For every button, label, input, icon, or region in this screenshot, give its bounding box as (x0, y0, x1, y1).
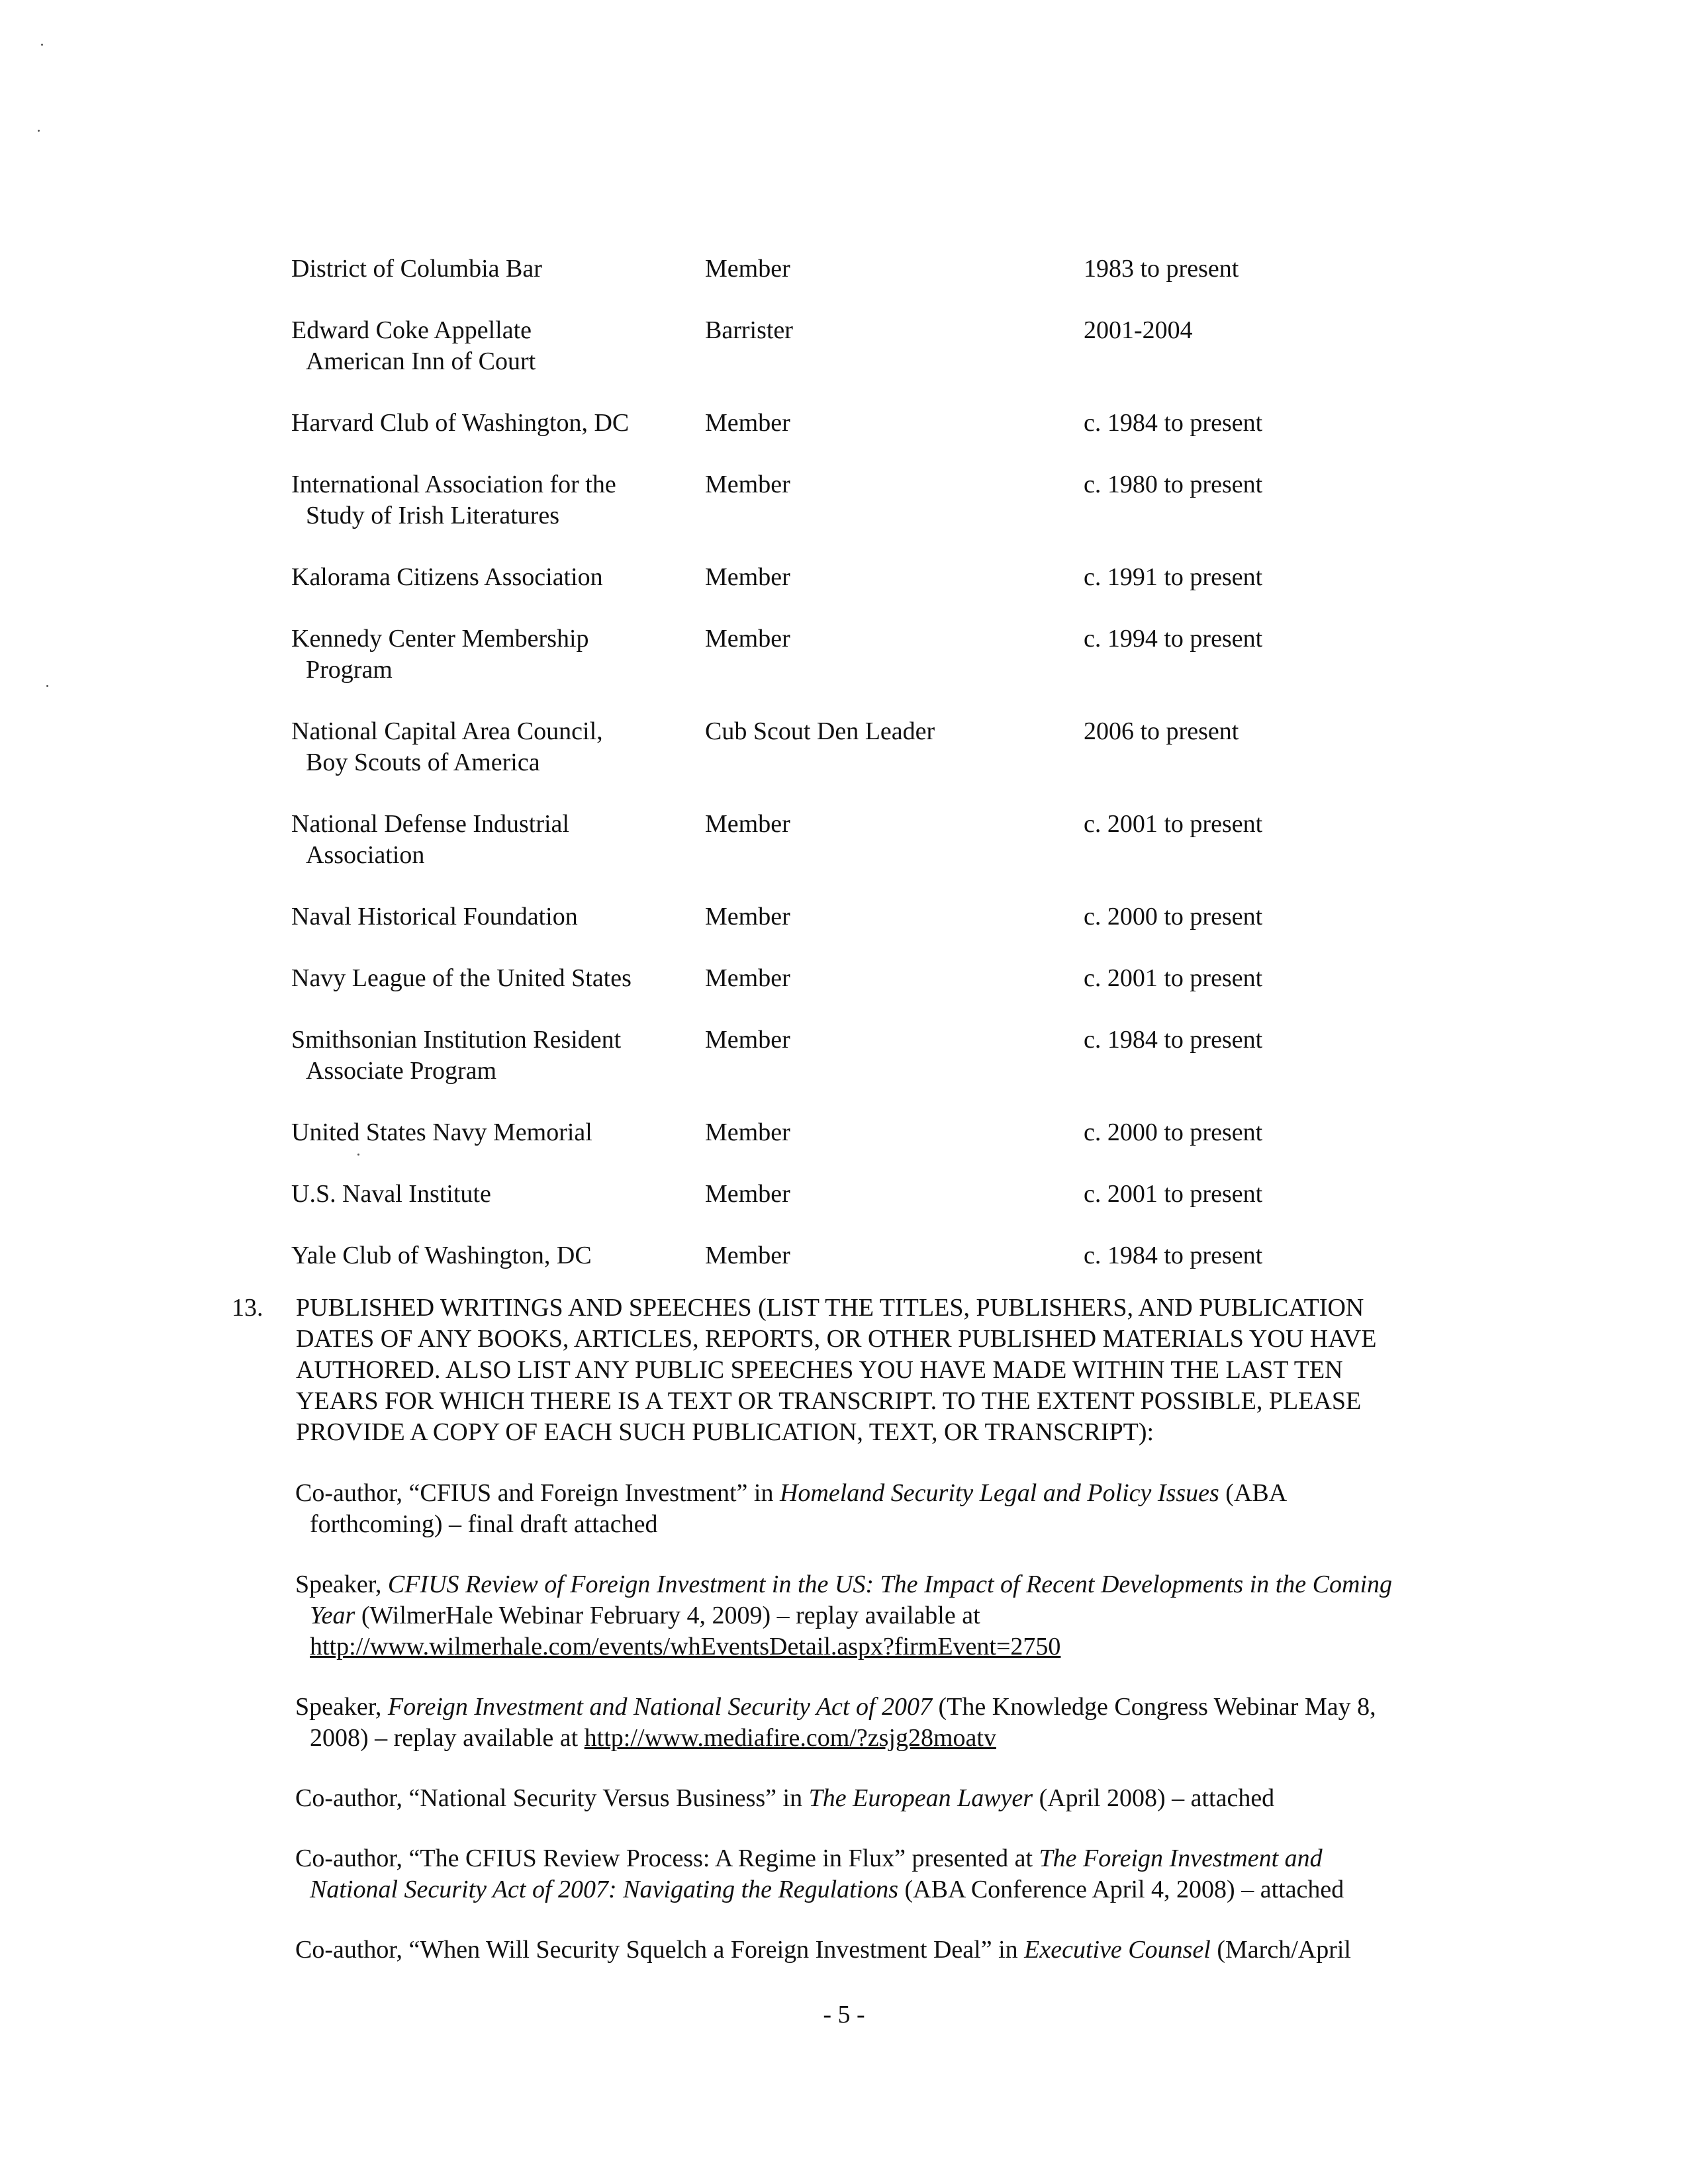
table-row (291, 1117, 1377, 1148)
organization-dates: c. 1991 to present (1084, 563, 1263, 591)
scan-speck (41, 44, 43, 46)
table-row (291, 469, 1377, 531)
organization-role: Member (705, 255, 790, 283)
organization-dates: c. 2000 to present (1084, 903, 1263, 931)
list-item: Co-author, “National Security Versus Business” in The European Lawyer (April 2008) – attached (295, 1784, 1275, 1812)
organization-dates: c. 2000 to present (1084, 1118, 1263, 1146)
organization-dates: c. 1980 to present (1084, 471, 1263, 498)
organization-role: Member (705, 1118, 790, 1146)
table-row (291, 623, 1377, 686)
table-row (291, 315, 1377, 377)
section-heading-text: PUBLISHED WRITINGS AND SPEECHES (LIST THE TITLES, PUBLISHERS, AND PUBLICATION DATES OF ANY BOOKS, ARTICLES, REPORTS, OR OTHER PUBLISHED MATERIALS YOU HAVE AUTHORED. ALSO LIST ANY PUBLIC SPEECHES YOU HAVE MADE WITHIN THE LAST TEN YEARS FOR WHICH THERE IS A TEXT OR TRANSCRIPT. TO THE EXTENT POSSIBLE, PLEASE PROVIDE A COPY OF EACH SUCH PUBLICATION, TEXT, OR TRANSCRIPT): (296, 1294, 1377, 1446)
organization-name: Kennedy Center Membership Program (291, 625, 589, 684)
organization-role: Member (705, 563, 790, 591)
organization-role: Member (705, 625, 790, 653)
organizations-table (291, 253, 1377, 1302)
organization-name: National Capital Area Council, Boy Scouts of America (291, 717, 603, 776)
table-row (291, 253, 1377, 285)
organization-name: National Defense Industrial Association (291, 810, 569, 869)
table-row (291, 562, 1377, 593)
list-item: Co-author, “When Will Security Squelch a Foreign Investment Deal” in Executive Counsel (March/April (295, 1936, 1351, 1964)
organization-name: U.S. Naval Institute (291, 1180, 491, 1208)
organization-name: Navy League of the United States (291, 964, 632, 992)
organization-name: District of Columbia Bar (291, 255, 542, 283)
list-item: Speaker, Foreign Investment and National Security Act of 2007 (The Knowledge Congress Webinar May 8, 2008) – replay available at http://www.mediafire.com/?zsjg28moatv (295, 1693, 1376, 1752)
organization-role: Member (705, 1026, 790, 1054)
organization-name: International Association for the Study of Irish Literatures (291, 471, 616, 529)
table-row (291, 809, 1377, 871)
section-13-heading (232, 1293, 1503, 1448)
organization-dates: 2001-2004 (1084, 316, 1193, 344)
organization-role: Cub Scout Den Leader (705, 717, 935, 745)
replay-link[interactable]: http://www.mediafire.com/?zsjg28moatv (584, 1724, 996, 1752)
publications-list (295, 1478, 1480, 1995)
organization-role: Member (705, 903, 790, 931)
table-row (291, 901, 1377, 933)
organization-name: Edward Coke Appellate American Inn of Court (291, 316, 536, 375)
list-item: Co-author, “The CFIUS Review Process: A Regime in Flux” presented at The Foreign Investment and National Security Act of 2007: Navigating the Regulations (ABA Conference April 4, 2008) – attached (295, 1844, 1344, 1903)
list-item: Co-author, “CFIUS and Foreign Investment” in Homeland Security Legal and Policy Issues (ABA forthcoming) – final draft attached (295, 1479, 1288, 1538)
table-row (291, 1240, 1377, 1271)
organization-role: Member (705, 964, 790, 992)
organization-role: Member (705, 409, 790, 437)
organization-dates: c. 1984 to present (1084, 1242, 1263, 1269)
organization-dates: c. 2001 to present (1084, 1180, 1263, 1208)
page-number: - 5 - (823, 2001, 865, 2028)
table-row (291, 408, 1377, 439)
organization-name: United States Navy Memorial (291, 1118, 592, 1146)
organization-role: Member (705, 1242, 790, 1269)
organization-dates: c. 1984 to present (1084, 1026, 1263, 1054)
organization-dates: 2006 to present (1084, 717, 1239, 745)
organization-role: Member (705, 471, 790, 498)
table-row (291, 1179, 1377, 1210)
organization-name: Yale Club of Washington, DC (291, 1242, 592, 1269)
replay-link[interactable]: http://www.wilmerhale.com/events/whEventsDetail.aspx?firmEvent=2750 (310, 1633, 1061, 1661)
organization-dates: c. 1984 to present (1084, 409, 1263, 437)
section-number: 13. (232, 1294, 263, 1322)
organization-dates: c. 2001 to present (1084, 810, 1263, 838)
table-row (291, 963, 1377, 994)
organization-name: Smithsonian Institution Resident Associate Program (291, 1026, 622, 1085)
organization-dates: c. 1994 to present (1084, 625, 1263, 653)
list-item: Speaker, CFIUS Review of Foreign Investment in the US: The Impact of Recent Developments in the Coming Year (WilmerHale Webinar February 4, 2009) – replay available at http://www.wilmerhale.com/events/whEventsDetail.aspx?firmEvent=2750 (295, 1570, 1393, 1661)
scan-speck (38, 130, 40, 132)
scan-speck (46, 685, 48, 687)
organization-role: Member (705, 810, 790, 838)
organization-name: Harvard Club of Washington, DC (291, 409, 630, 437)
table-row (291, 716, 1377, 778)
organization-role: Member (705, 1180, 790, 1208)
organization-dates: c. 2001 to present (1084, 964, 1263, 992)
organization-dates: 1983 to present (1084, 255, 1239, 283)
organization-role: Barrister (705, 316, 793, 344)
organization-name: Kalorama Citizens Association (291, 563, 603, 591)
table-row (291, 1024, 1377, 1087)
organization-name: Naval Historical Foundation (291, 903, 578, 931)
